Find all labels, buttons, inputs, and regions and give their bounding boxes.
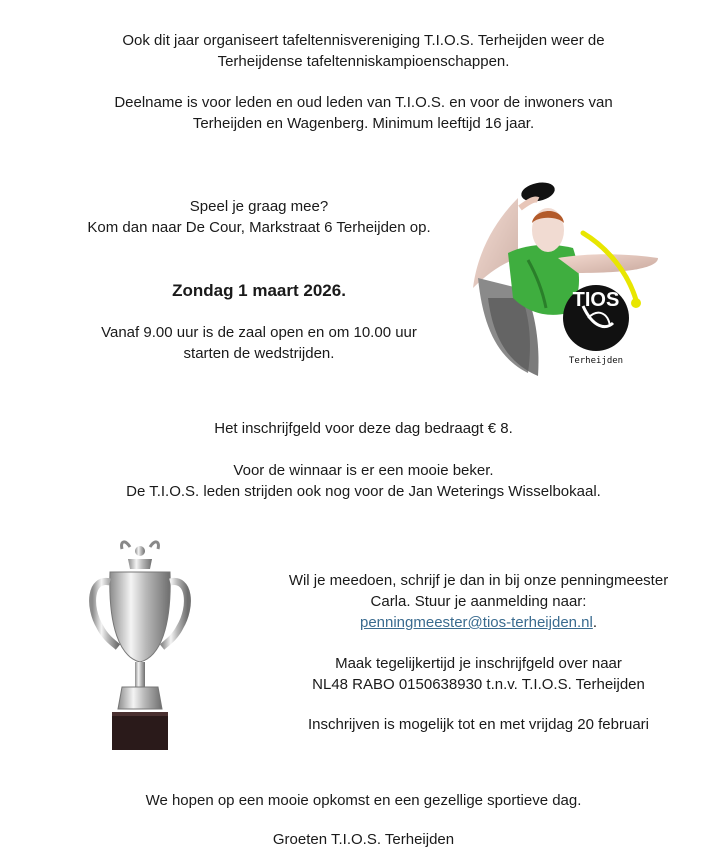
- prize-line-2: De T.I.O.S. leden strijden ook nog voor de Jan Weterings Wisselbokaal.: [126, 483, 601, 500]
- times-line-2: starten de wedstrijden.: [183, 345, 335, 362]
- intro-paragraph: [40, 30, 687, 72]
- participation-line-1: Deelname is voor leden en oud leden van T.I.O.S. en voor de inwoners van: [114, 94, 613, 111]
- fee-text: Het inschrijfgeld voor deze dag bedraagt € 8.: [214, 420, 513, 437]
- intro-line-1: Ook dit jaar organiseert tafeltennisvereniging T.I.O.S. Terheijden weer de: [122, 32, 605, 49]
- times-line-1: Vanaf 9.00 uur is de zaal open en om 10.00 uur: [101, 324, 417, 341]
- email-link[interactable]: penningmeester@tios-terheijden.nl: [359, 614, 593, 631]
- payment-line-1: Maak tegelijkertijd je inschrijfgeld over naar: [335, 655, 622, 672]
- signup-paragraph: [250, 570, 707, 633]
- prize-line-1: Voor de winnaar is er een mooie beker.: [233, 462, 494, 479]
- payment-paragraph: [250, 653, 707, 695]
- deadline-text: Inschrijven is mogelijk tot en met vrijdag 20 februari: [308, 716, 649, 733]
- payment-line-2: NL48 RABO 0150638930 t.n.v. T.I.O.S. Terheijden: [312, 676, 645, 693]
- closing-text: We hopen op een mooie opkomst en een gezellige sportieve dag.: [145, 792, 582, 809]
- event-date: Zondag 1 maart 2026.: [172, 281, 346, 300]
- trophy-cup-icon: [80, 537, 200, 757]
- signup-line-1: Wil je meedoen, schrijf je dan in bij onze penningmeester: [288, 572, 669, 589]
- invite-line-2: Kom dan naar De Cour, Markstraat 6 Terheijden op.: [87, 219, 431, 236]
- invite-paragraph: [40, 196, 478, 238]
- prize-paragraph: [40, 460, 687, 502]
- times-paragraph: [40, 322, 478, 364]
- intro-line-2: Terheijdense tafeltenniskampioenschappen.: [217, 53, 510, 70]
- participation-paragraph: [40, 92, 687, 134]
- signature-text: Groeten T.I.O.S. Terheijden: [272, 831, 455, 848]
- tios-player-logo: [458, 178, 673, 378]
- logo-text: TIOS: [572, 289, 620, 311]
- email-suffix: .: [592, 614, 598, 631]
- signup-email-line: [250, 612, 707, 633]
- signup-line-2: Carla. Stuur je aanmelding naar:: [370, 593, 587, 610]
- logo-subtitle: Terheijden: [568, 356, 624, 366]
- invite-line-1: Speel je graag mee?: [189, 198, 329, 215]
- participation-line-2: Terheijden en Wagenberg. Minimum leeftijd 16 jaar.: [192, 115, 535, 132]
